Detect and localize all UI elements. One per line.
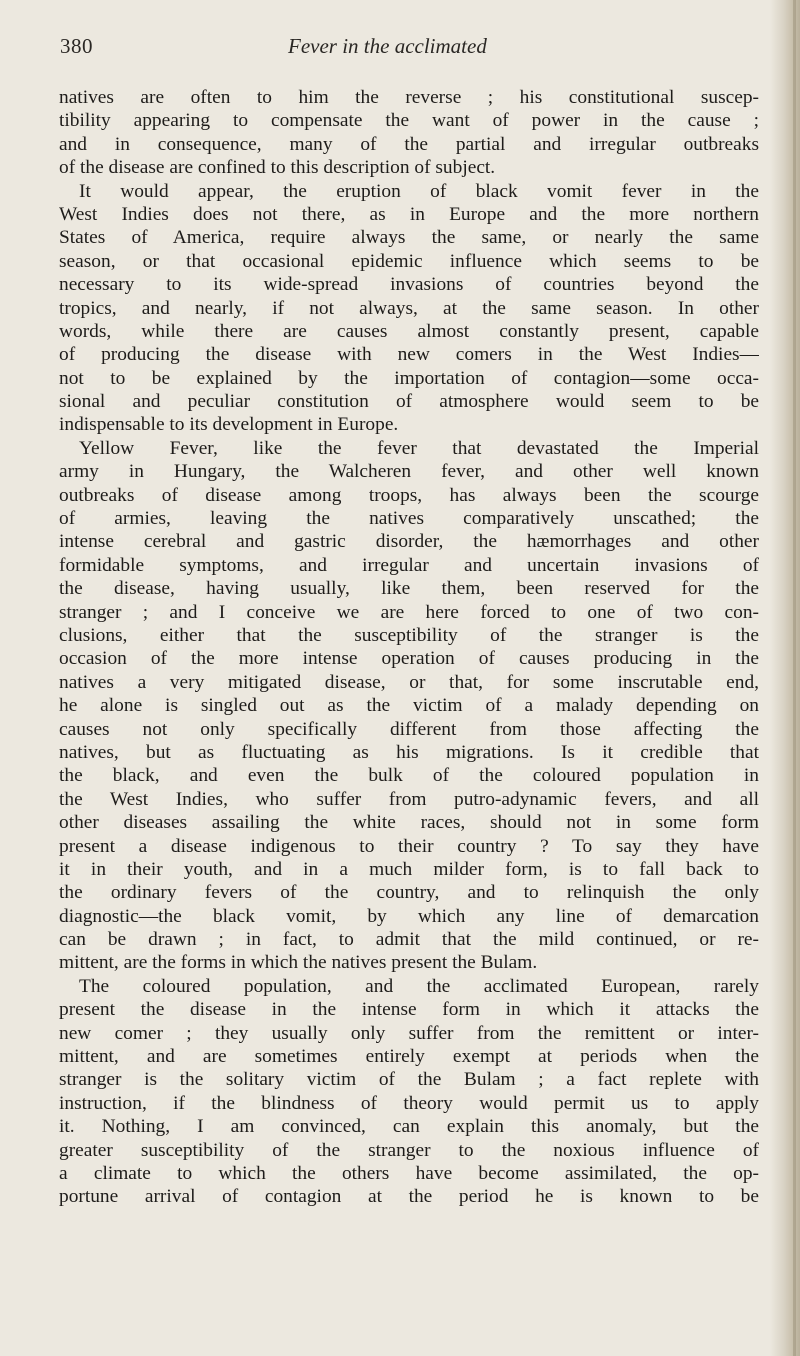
text-line: West Indies does not there, as in Europe and the more northern: [59, 203, 759, 225]
text-line: words, while there are causes almost constantly present, capable: [59, 320, 759, 342]
text-line: instruction, if the blindness of theory would permit us to apply: [59, 1092, 759, 1114]
paragraph-start-line: It would appear, the eruption of black vomit fever in the: [79, 180, 759, 202]
text-line: present the disease in the intense form in which it attacks the: [59, 999, 759, 1021]
text-line: clusions, either that the susceptibility of the stranger is the: [59, 624, 759, 646]
text-line: stranger is the solitary victim of the Bulam ; a fact replete with: [59, 1069, 759, 1091]
text-line: greater susceptibility of the stranger to the noxious influence of: [59, 1139, 759, 1161]
text-line: of producing the disease with new comers in the West Indies—: [59, 344, 759, 366]
text-line: mittent, and are sometimes entirely exempt at periods when the: [59, 1046, 759, 1068]
text-line: natives are often to him the reverse ; his constitutional suscep-: [59, 87, 759, 108]
text-line: present a disease indigenous to their country ? To say they have: [59, 835, 759, 857]
body-text: [59, 86, 759, 1209]
page-number: 380: [60, 34, 93, 58]
text-line: not to be explained by the importation of contagion—some occa-: [59, 367, 759, 389]
text-line: he alone is singled out as the victim of a malady depending on: [59, 695, 759, 717]
text-line: of the disease are confined to this description of subject.: [59, 157, 496, 179]
text-line: the black, and even the bulk of the coloured population in: [59, 765, 759, 787]
text-line: portune arrival of contagion at the period he is known to be: [59, 1186, 759, 1208]
text-line: necessary to its wide-spread invasions of countries beyond the: [59, 274, 759, 296]
text-line: formidable symptoms, and irregular and uncertain invasions of: [59, 554, 759, 576]
text-line: tropics, and nearly, if not always, at the same season. In other: [59, 297, 759, 319]
text-line: the West Indies, who suffer from putro-adynamic fevers, and all: [59, 788, 759, 810]
text-line: mittent, are the forms in which the natives present the Bulam.: [59, 952, 538, 974]
text-line: it in their youth, and in a much milder form, is to fall back to: [59, 858, 759, 880]
text-line: outbreaks of disease among troops, has always been the scourge: [59, 484, 759, 506]
text-line: it. Nothing, I am convinced, can explain this anomaly, but the: [59, 1116, 759, 1138]
text-line: the ordinary fevers of the country, and to relinquish the only: [59, 882, 759, 904]
text-line: new comer ; they usually only suffer from the remittent or inter-: [59, 1022, 759, 1044]
text-line: and in consequence, many of the partial and irregular outbreaks: [59, 133, 759, 155]
text-line: a climate to which the others have become assimilated, the op-: [59, 1162, 759, 1184]
text-line: causes not only specifically different from those affecting the: [59, 718, 759, 740]
text-line: other diseases assailing the white races, should not in some form: [59, 812, 759, 834]
text-line: army in Hungary, the Walcheren fever, and other well known: [59, 461, 759, 483]
text-line: intense cerebral and gastric disorder, the hæmorrhages and other: [59, 531, 759, 553]
text-line: diagnostic—the black vomit, by which any line of demarcation: [59, 905, 759, 927]
text-line: can be drawn ; in fact, to admit that the mild continued, or re-: [59, 929, 759, 951]
page-edge-stripe: [793, 0, 796, 1356]
text-line: season, or that occasional epidemic influence which seems to be: [59, 250, 759, 272]
text-line: indispensable to its development in Europe.: [59, 414, 399, 436]
text-line: States of America, require always the same, or nearly the same: [59, 227, 759, 249]
text-line: sional and peculiar constitution of atmosphere would seem to be: [59, 391, 759, 413]
paragraph-start-line: Yellow Fever, like the fever that devastated the Imperial: [79, 437, 759, 459]
running-title: Fever in the acclimated: [288, 34, 487, 58]
text-line: occasion of the more intense operation of causes producing in the: [59, 648, 759, 670]
text-line: of armies, leaving the natives comparatively unscathed; the: [59, 508, 759, 530]
paragraph-start-line: The coloured population, and the acclimated European, rarely: [79, 975, 759, 997]
text-line: stranger ; and I conceive we are here forced to one of two con-: [59, 601, 759, 623]
text-line: tibility appearing to compensate the want of power in the cause ;: [59, 110, 759, 132]
text-line: the disease, having usually, like them, been reserved for the: [59, 578, 759, 600]
page-header: [0, 34, 800, 64]
text-line: natives, but as fluctuating as his migrations. Is it credible that: [59, 741, 759, 763]
text-line: natives a very mitigated disease, or that, for some inscrutable end,: [59, 671, 759, 693]
